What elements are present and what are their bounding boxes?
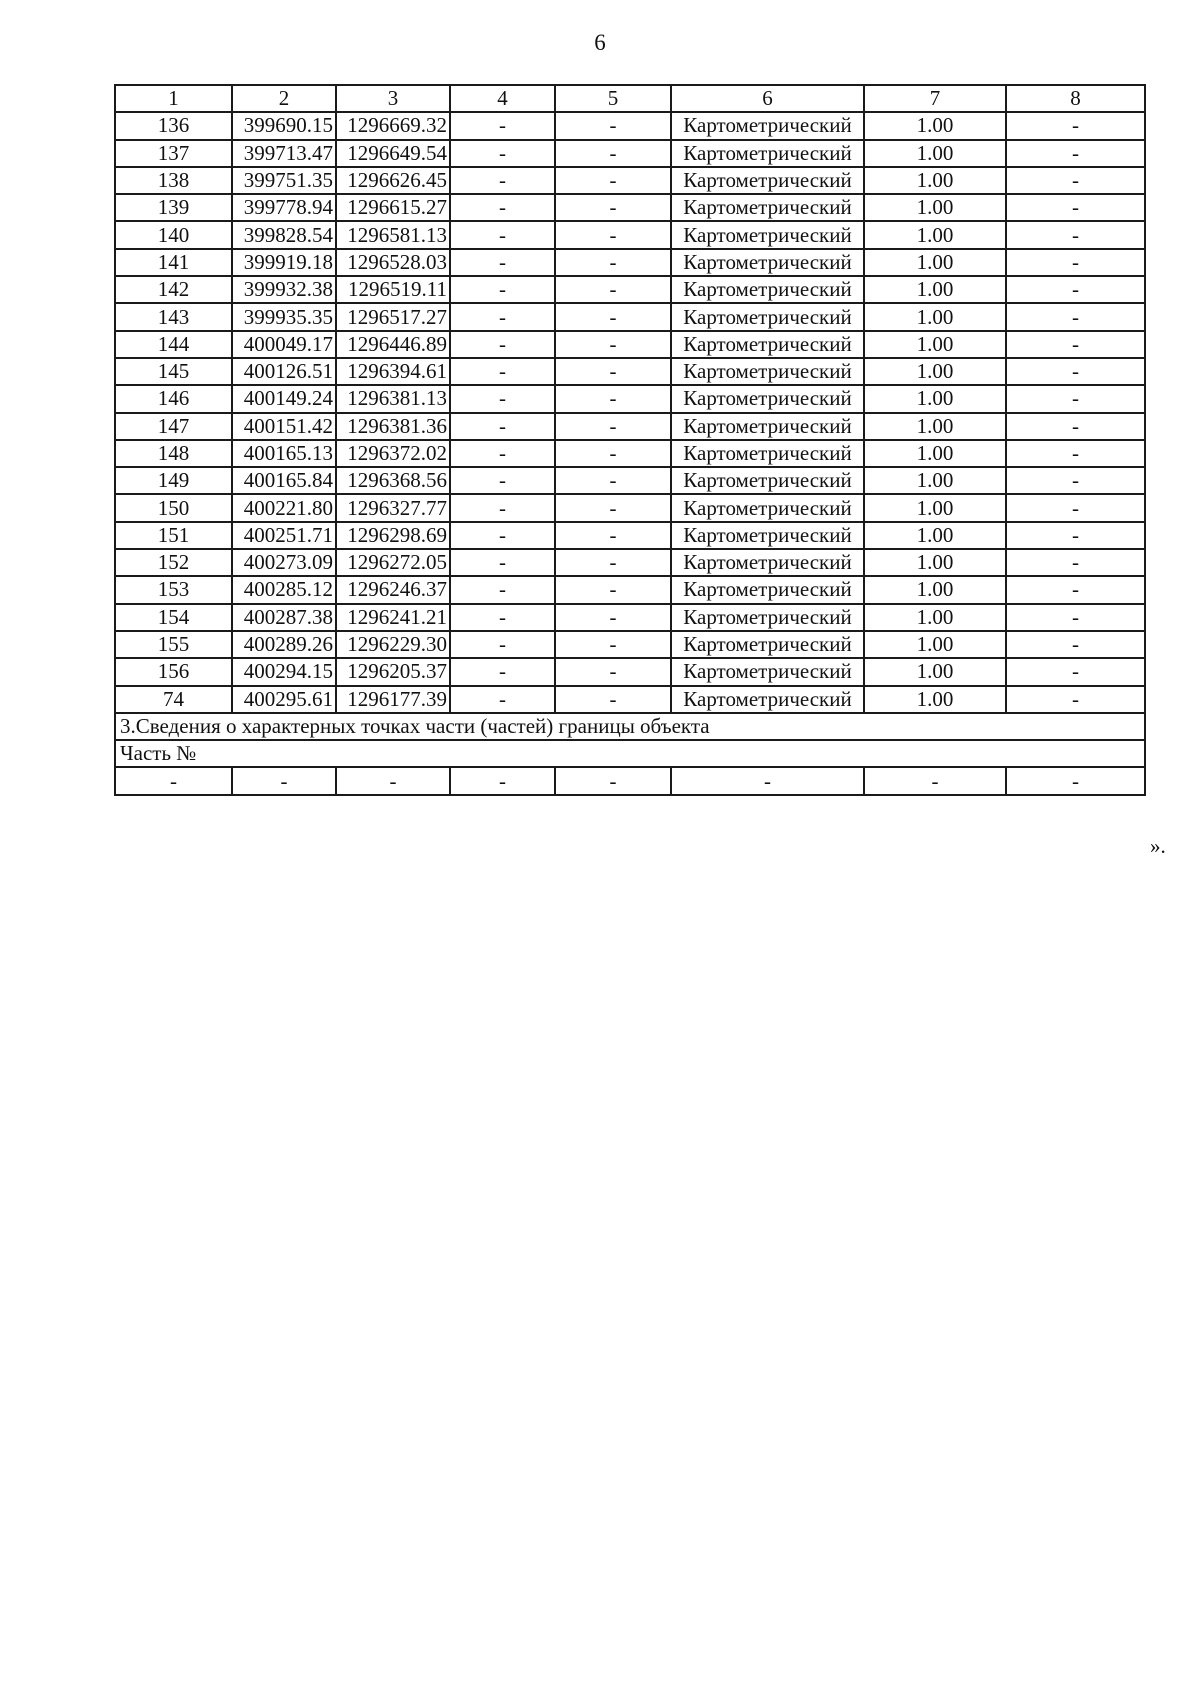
x-coordinate-cell: 400285.12 [232, 576, 336, 603]
table-row [115, 467, 1145, 494]
table-row [115, 522, 1145, 549]
point-number-cell: 147 [115, 413, 232, 440]
column-8-cell: - [1006, 276, 1145, 303]
method-cell: Картометрический [671, 576, 864, 603]
y-coordinate-cell: 1296381.36 [336, 413, 450, 440]
x-coordinate-cell: 400221.80 [232, 494, 336, 521]
column-5-cell: - [555, 303, 671, 330]
accuracy-cell: 1.00 [864, 440, 1006, 467]
point-number-cell: 136 [115, 112, 232, 139]
table-row [115, 658, 1145, 685]
point-number-cell: 155 [115, 631, 232, 658]
column-8-cell: - [1006, 331, 1145, 358]
column-8-cell: - [1006, 631, 1145, 658]
accuracy-cell: 1.00 [864, 276, 1006, 303]
method-cell: Картометрический [671, 194, 864, 221]
column-4-cell: - [450, 604, 555, 631]
table-row [115, 112, 1145, 139]
table-row [115, 303, 1145, 330]
table-row [115, 276, 1145, 303]
column-4-cell: - [450, 112, 555, 139]
page-number: 6 [594, 30, 606, 55]
table-row [115, 249, 1145, 276]
x-coordinate-cell: 400251.71 [232, 522, 336, 549]
y-coordinate-cell: 1296517.27 [336, 303, 450, 330]
column-5-cell: - [555, 549, 671, 576]
column-4-cell: - [450, 358, 555, 385]
accuracy-cell: 1.00 [864, 494, 1006, 521]
method-cell: Картометрический [671, 413, 864, 440]
empty-row [115, 767, 1145, 794]
point-number-cell: 144 [115, 331, 232, 358]
accuracy-cell: 1.00 [864, 167, 1006, 194]
method-cell: Картометрический [671, 140, 864, 167]
point-number-cell: 150 [115, 494, 232, 521]
method-cell: Картометрический [671, 221, 864, 248]
y-coordinate-cell: 1296177.39 [336, 686, 450, 713]
column-5-cell: - [555, 631, 671, 658]
column-5-cell: - [555, 522, 671, 549]
accuracy-cell: 1.00 [864, 686, 1006, 713]
column-4-cell: - [450, 385, 555, 412]
method-cell: Картометрический [671, 631, 864, 658]
x-coordinate-cell: 399713.47 [232, 140, 336, 167]
column-8-cell: - [1006, 167, 1145, 194]
column-5-cell: - [555, 467, 671, 494]
method-cell: Картометрический [671, 112, 864, 139]
x-coordinate-cell: 399778.94 [232, 194, 336, 221]
column-header: 6 [671, 85, 864, 112]
x-coordinate-cell: 399828.54 [232, 221, 336, 248]
table-row [115, 494, 1145, 521]
column-5-cell: - [555, 494, 671, 521]
method-cell: Картометрический [671, 331, 864, 358]
column-8-cell: - [1006, 686, 1145, 713]
point-number-cell: 152 [115, 549, 232, 576]
y-coordinate-cell: 1296669.32 [336, 112, 450, 139]
x-coordinate-cell: 400165.84 [232, 467, 336, 494]
x-coordinate-cell: 400294.15 [232, 658, 336, 685]
accuracy-cell: 1.00 [864, 249, 1006, 276]
y-coordinate-cell: 1296626.45 [336, 167, 450, 194]
table-row [115, 358, 1145, 385]
y-coordinate-cell: 1296372.02 [336, 440, 450, 467]
part-label: Часть № [115, 740, 1145, 767]
accuracy-cell: 1.00 [864, 112, 1006, 139]
column-8-cell: - [1006, 522, 1145, 549]
column-8-cell: - [1006, 112, 1145, 139]
table-row [115, 413, 1145, 440]
point-number-cell: 139 [115, 194, 232, 221]
accuracy-cell: 1.00 [864, 549, 1006, 576]
column-4-cell: - [450, 221, 555, 248]
point-number-cell: 140 [115, 221, 232, 248]
column-8-cell: - [1006, 494, 1145, 521]
accuracy-cell: 1.00 [864, 467, 1006, 494]
method-cell: Картометрический [671, 549, 864, 576]
method-cell: Картометрический [671, 440, 864, 467]
point-number-cell: 149 [115, 467, 232, 494]
point-number-cell: 145 [115, 358, 232, 385]
column-4-cell: - [450, 494, 555, 521]
method-cell: Картометрический [671, 522, 864, 549]
x-coordinate-cell: 400273.09 [232, 549, 336, 576]
y-coordinate-cell: 1296381.13 [336, 385, 450, 412]
table-row [115, 631, 1145, 658]
x-coordinate-cell: 400289.26 [232, 631, 336, 658]
column-4-cell: - [450, 686, 555, 713]
x-coordinate-cell: 399919.18 [232, 249, 336, 276]
column-8-cell: - [1006, 413, 1145, 440]
column-5-cell: - [555, 276, 671, 303]
column-4-cell: - [450, 413, 555, 440]
accuracy-cell: 1.00 [864, 522, 1006, 549]
column-5-cell: - [555, 658, 671, 685]
table-cell: - [1006, 767, 1145, 794]
point-number-cell: 74 [115, 686, 232, 713]
column-header: 2 [232, 85, 336, 112]
table-cell: - [115, 767, 232, 794]
column-4-cell: - [450, 194, 555, 221]
method-cell: Картометрический [671, 167, 864, 194]
table-row [115, 604, 1145, 631]
accuracy-cell: 1.00 [864, 604, 1006, 631]
x-coordinate-cell: 400151.42 [232, 413, 336, 440]
x-coordinate-cell: 400049.17 [232, 331, 336, 358]
table-row [115, 549, 1145, 576]
table-row [115, 194, 1145, 221]
column-5-cell: - [555, 112, 671, 139]
accuracy-cell: 1.00 [864, 303, 1006, 330]
accuracy-cell: 1.00 [864, 385, 1006, 412]
column-5-cell: - [555, 686, 671, 713]
coordinates-table-container [114, 84, 1144, 796]
y-coordinate-cell: 1296581.13 [336, 221, 450, 248]
column-5-cell: - [555, 440, 671, 467]
column-4-cell: - [450, 249, 555, 276]
y-coordinate-cell: 1296649.54 [336, 140, 450, 167]
accuracy-cell: 1.00 [864, 413, 1006, 440]
accuracy-cell: 1.00 [864, 358, 1006, 385]
method-cell: Картометрический [671, 658, 864, 685]
header-row [115, 85, 1145, 112]
column-8-cell: - [1006, 221, 1145, 248]
y-coordinate-cell: 1296528.03 [336, 249, 450, 276]
point-number-cell: 153 [115, 576, 232, 603]
column-8-cell: - [1006, 140, 1145, 167]
x-coordinate-cell: 400165.13 [232, 440, 336, 467]
column-8-cell: - [1006, 358, 1145, 385]
column-8-cell: - [1006, 303, 1145, 330]
column-4-cell: - [450, 167, 555, 194]
y-coordinate-cell: 1296446.89 [336, 331, 450, 358]
coordinates-table [114, 84, 1146, 796]
table-cell: - [555, 767, 671, 794]
column-4-cell: - [450, 576, 555, 603]
column-5-cell: - [555, 221, 671, 248]
point-number-cell: 156 [115, 658, 232, 685]
point-number-cell: 151 [115, 522, 232, 549]
closing-quote-mark: ». [1150, 834, 1166, 858]
y-coordinate-cell: 1296241.21 [336, 604, 450, 631]
method-cell: Картометрический [671, 686, 864, 713]
column-5-cell: - [555, 358, 671, 385]
table-row [115, 385, 1145, 412]
point-number-cell: 143 [115, 303, 232, 330]
point-number-cell: 138 [115, 167, 232, 194]
table-cell: - [671, 767, 864, 794]
column-8-cell: - [1006, 249, 1145, 276]
accuracy-cell: 1.00 [864, 631, 1006, 658]
column-5-cell: - [555, 140, 671, 167]
table-cell: - [232, 767, 336, 794]
y-coordinate-cell: 1296298.69 [336, 522, 450, 549]
column-header: 8 [1006, 85, 1145, 112]
column-4-cell: - [450, 276, 555, 303]
column-8-cell: - [1006, 467, 1145, 494]
point-number-cell: 141 [115, 249, 232, 276]
method-cell: Картометрический [671, 303, 864, 330]
table-row [115, 440, 1145, 467]
table-cell: - [864, 767, 1006, 794]
x-coordinate-cell: 400126.51 [232, 358, 336, 385]
x-coordinate-cell: 399751.35 [232, 167, 336, 194]
y-coordinate-cell: 1296519.11 [336, 276, 450, 303]
section-row [115, 713, 1145, 740]
column-4-cell: - [450, 140, 555, 167]
column-4-cell: - [450, 522, 555, 549]
accuracy-cell: 1.00 [864, 194, 1006, 221]
column-5-cell: - [555, 249, 671, 276]
table-row [115, 576, 1145, 603]
point-number-cell: 137 [115, 140, 232, 167]
column-8-cell: - [1006, 385, 1145, 412]
table-row [115, 331, 1145, 358]
column-4-cell: - [450, 440, 555, 467]
column-header: 4 [450, 85, 555, 112]
point-number-cell: 148 [115, 440, 232, 467]
table-row [115, 140, 1145, 167]
column-8-cell: - [1006, 549, 1145, 576]
column-5-cell: - [555, 604, 671, 631]
column-4-cell: - [450, 658, 555, 685]
column-4-cell: - [450, 331, 555, 358]
accuracy-cell: 1.00 [864, 576, 1006, 603]
method-cell: Картометрический [671, 467, 864, 494]
accuracy-cell: 1.00 [864, 331, 1006, 358]
method-cell: Картометрический [671, 385, 864, 412]
y-coordinate-cell: 1296229.30 [336, 631, 450, 658]
point-number-cell: 154 [115, 604, 232, 631]
column-4-cell: - [450, 467, 555, 494]
column-header: 7 [864, 85, 1006, 112]
column-4-cell: - [450, 303, 555, 330]
method-cell: Картометрический [671, 249, 864, 276]
x-coordinate-cell: 400149.24 [232, 385, 336, 412]
y-coordinate-cell: 1296615.27 [336, 194, 450, 221]
part-row [115, 740, 1145, 767]
x-coordinate-cell: 400295.61 [232, 686, 336, 713]
y-coordinate-cell: 1296205.37 [336, 658, 450, 685]
column-header: 5 [555, 85, 671, 112]
column-header: 1 [115, 85, 232, 112]
table-cell: - [450, 767, 555, 794]
point-number-cell: 146 [115, 385, 232, 412]
column-4-cell: - [450, 631, 555, 658]
method-cell: Картометрический [671, 358, 864, 385]
column-8-cell: - [1006, 440, 1145, 467]
column-4-cell: - [450, 549, 555, 576]
accuracy-cell: 1.00 [864, 221, 1006, 248]
table-cell: - [336, 767, 450, 794]
y-coordinate-cell: 1296368.56 [336, 467, 450, 494]
section-title: 3.Сведения о характерных точках части (частей) границы объекта [115, 713, 1145, 740]
column-8-cell: - [1006, 576, 1145, 603]
column-5-cell: - [555, 385, 671, 412]
table-body [115, 112, 1145, 713]
accuracy-cell: 1.00 [864, 658, 1006, 685]
table-row [115, 167, 1145, 194]
column-5-cell: - [555, 576, 671, 603]
column-5-cell: - [555, 331, 671, 358]
column-8-cell: - [1006, 604, 1145, 631]
column-5-cell: - [555, 167, 671, 194]
accuracy-cell: 1.00 [864, 140, 1006, 167]
column-8-cell: - [1006, 194, 1145, 221]
x-coordinate-cell: 399935.35 [232, 303, 336, 330]
y-coordinate-cell: 1296327.77 [336, 494, 450, 521]
x-coordinate-cell: 399690.15 [232, 112, 336, 139]
table-row [115, 686, 1145, 713]
y-coordinate-cell: 1296246.37 [336, 576, 450, 603]
x-coordinate-cell: 399932.38 [232, 276, 336, 303]
column-header: 3 [336, 85, 450, 112]
y-coordinate-cell: 1296394.61 [336, 358, 450, 385]
method-cell: Картометрический [671, 494, 864, 521]
method-cell: Картометрический [671, 276, 864, 303]
method-cell: Картометрический [671, 604, 864, 631]
column-8-cell: - [1006, 658, 1145, 685]
column-5-cell: - [555, 194, 671, 221]
table-row [115, 221, 1145, 248]
column-5-cell: - [555, 413, 671, 440]
y-coordinate-cell: 1296272.05 [336, 549, 450, 576]
point-number-cell: 142 [115, 276, 232, 303]
x-coordinate-cell: 400287.38 [232, 604, 336, 631]
